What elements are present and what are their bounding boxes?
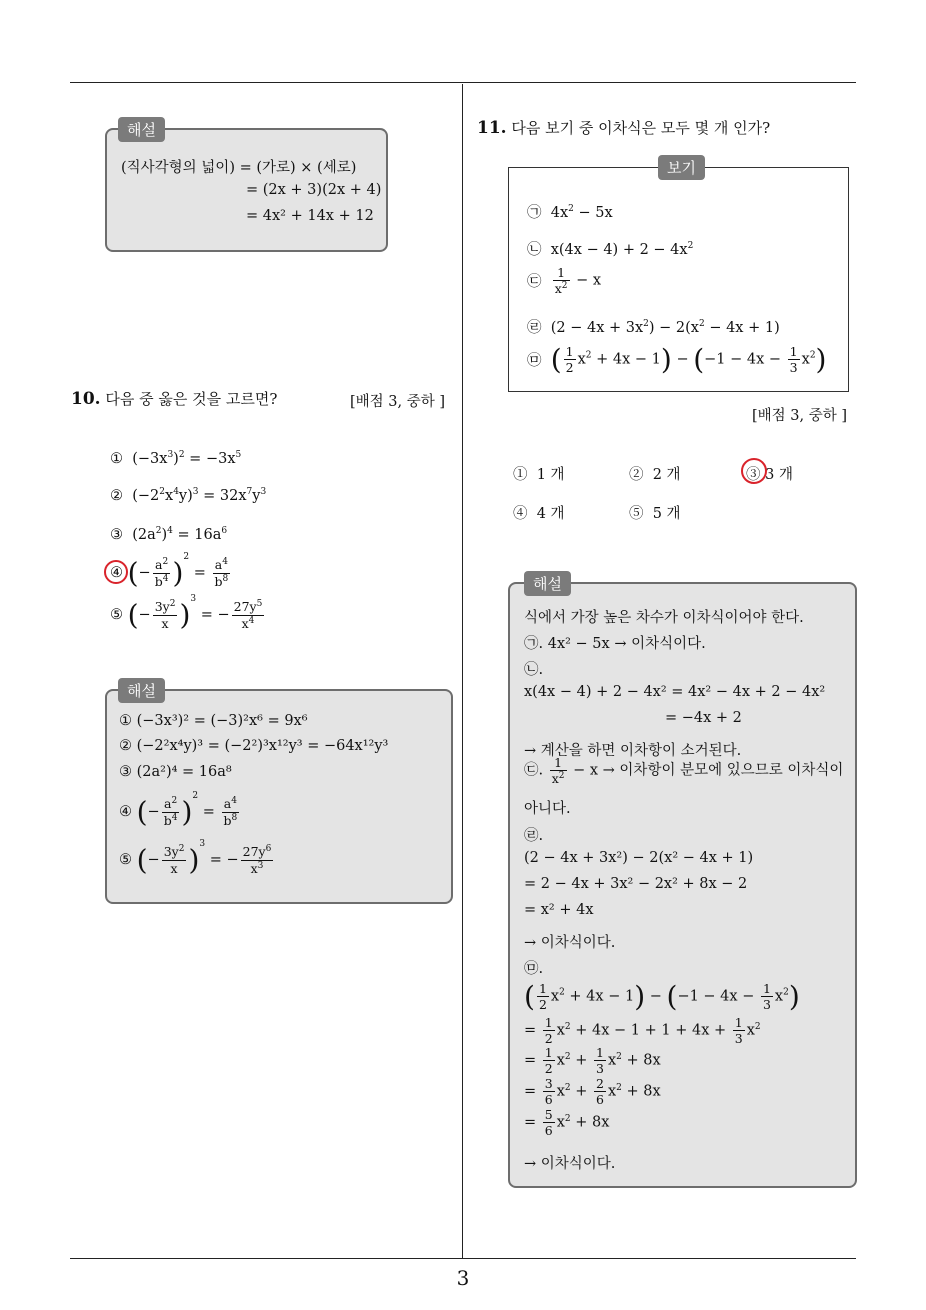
solution-line: ㉠. 4x² − 5x → 이차식이다. [524,636,706,652]
item-mark: ㉢ [527,274,542,291]
bogi-item: ㉠ $4x^2 - 5x$ [527,204,613,221]
bogi-item: ㉣ $(2 - 4x + 3x^2) - 2(x^2 - 4x + 1)$ [527,319,780,336]
solution-line: = $\frac{1}{2}$ $x^2$ + $\frac{1}{3}$ $x^2 + 8x$ [524,1045,661,1077]
column-divider [462,84,463,1258]
solution-line: ④ (− $\frac{a^2}{b^4}$ )$^2$ = $\frac{a^4}{b^8}$ [119,791,238,829]
option-2[interactable] [110,487,266,504]
solution-line: 아니다. [524,801,571,817]
option-3[interactable] [110,526,227,543]
item-mark: ㉠ [527,205,542,221]
solution-tag: 해설 [524,571,571,596]
option-mark: ④ [110,565,123,581]
solution-line: ㉤. [524,961,544,977]
solution-line: (직사각형의 넓이) = (가로) × (세로) [121,160,357,176]
solution-line: ㉡. [524,662,544,678]
bogi-item: ㉤ ( $\frac{1}{2}$ $x^2 + 4x - 1) - (-1 - 4x$ − $\frac{1}{3}$ $x^2$) [527,343,827,376]
solution-box-q10 [105,689,453,904]
option-mark: ① [110,450,123,467]
answer-circle [104,560,128,584]
item-mark: ㉤ [527,353,542,369]
solution-line: = $\frac{3}{6}$ $x^2$ + $\frac{2}{6}$ $x^2 + 8x$ [524,1076,661,1108]
bogi-item: ㉡ $x(4x - 4) + 2 - 4x^2$ [527,241,694,258]
solution-box-q9 [105,128,388,252]
solution-line: = −4x + 2 [665,710,742,726]
option-1[interactable] [110,450,241,467]
question-number: 11. [477,118,507,138]
solution-line: = (2x + 3)(2x + 4) [246,182,382,198]
option-mark: ③ [110,526,123,543]
option-expr: $(-3x^3)^2 = -3x^5$ [132,450,242,467]
question-10 [71,388,277,409]
solution-line: = 2 − 4x + 3x² − 2x² + 8x − 2 [524,876,748,892]
solution-line: ① (−3x³)² = (−3)²x⁶ = 9x⁶ [119,713,308,729]
option-2[interactable]: ② 2 개 [629,467,681,483]
solution-tag: 해설 [118,117,165,142]
top-rule [70,82,856,83]
question-11 [477,117,770,138]
solution-line: ( $\frac{1}{2}$ $x^2 + 4x - 1) - (-1 - 4x$ − $\frac{1}{3}$ $x^2$) [524,980,800,1013]
solution-line: ③ (2a²)⁴ = 16a⁸ [119,764,232,780]
question-text: 다음 중 옳은 것을 고르면? [105,390,278,408]
solution-line: (2 − 4x + 3x²) − 2(x² − 4x + 1) [524,850,754,866]
solution-box-q11 [508,582,857,1188]
score-label: [배점 3, 중하 ] [752,408,848,424]
option-4[interactable]: ④ (− $\frac{a^2}{b^4}$ )$^2$ = $\frac{a^4}{b^8}$ [110,552,229,590]
option-mark: ② [110,487,123,504]
option-1[interactable]: ① 1 개 [513,467,565,483]
option-3[interactable]: ③ 3 개 [746,467,793,483]
solution-line: → 계산을 하면 이차항이 소거된다. [524,743,742,759]
bogi-box [508,167,849,392]
page-number: 3 [456,1266,470,1290]
solution-line: = 4x² + 14x + 12 [246,208,374,224]
solution-line: ② (−2²x⁴y)³ = (−2²)³x¹²y³ = −64x¹²y³ [119,738,389,754]
solution-line: → 이차식이다. [524,1156,616,1172]
solution-line: → 이차식이다. [524,935,616,951]
question-text: 다음 보기 중 이차식은 모두 몇 개 인가? [511,119,771,137]
solution-tag: 해설 [118,678,165,703]
option-expr: $(2a^2)^4 = 16a^6$ [132,526,228,543]
option-expr: $(-2^2x^4y)^3 = 32x^7y^3$ [132,487,267,504]
option-5[interactable]: ⑤ 5 개 [629,506,681,522]
option-mark: ⑤ [110,607,123,623]
solution-line: = x² + 4x [524,902,594,918]
solution-line: ⑤ (− $\frac{3y^2}{x}$ )$^3$ = − $\frac{27y^6}{x^3}$ [119,839,272,877]
bottom-rule [70,1258,856,1259]
solution-line: 식에서 가장 높은 차수가 이차식이어야 한다. [524,610,804,626]
solution-line: = $\frac{5}{6}$ $x^2 + 8x$ [524,1107,610,1139]
solution-line: = $\frac{1}{2}$ $x^2 + 4x - 1 + 1 + 4x$ + $\frac{1}{3}$ $x^2$ [524,1015,761,1047]
question-number: 10. [71,389,101,409]
score-label: [배점 3, 중하 ] [350,394,446,410]
item-mark: ㉣ [527,320,542,336]
option-4[interactable]: ④ 4 개 [513,506,565,522]
bogi-tag: 보기 [658,155,705,180]
answer-circle [741,458,767,484]
bogi-item: ㉢ $\frac{1}{x^2}$ − x [527,265,602,297]
solution-line: x(4x − 4) + 2 − 4x² = 4x² − 4x + 2 − 4x² [524,684,826,700]
solution-line: ㉢. $\frac{1}{x^2}$ − x → 이차항이 분모에 있으므로 이차식이 [524,755,844,787]
item-mark: ㉡ [527,242,542,258]
option-5[interactable]: ⑤ (− $\frac{3y^2}{x}$ )$^3$ = − $\frac{27y^5}{x^4}$ [110,594,263,632]
solution-line: ㉣. [524,828,544,844]
